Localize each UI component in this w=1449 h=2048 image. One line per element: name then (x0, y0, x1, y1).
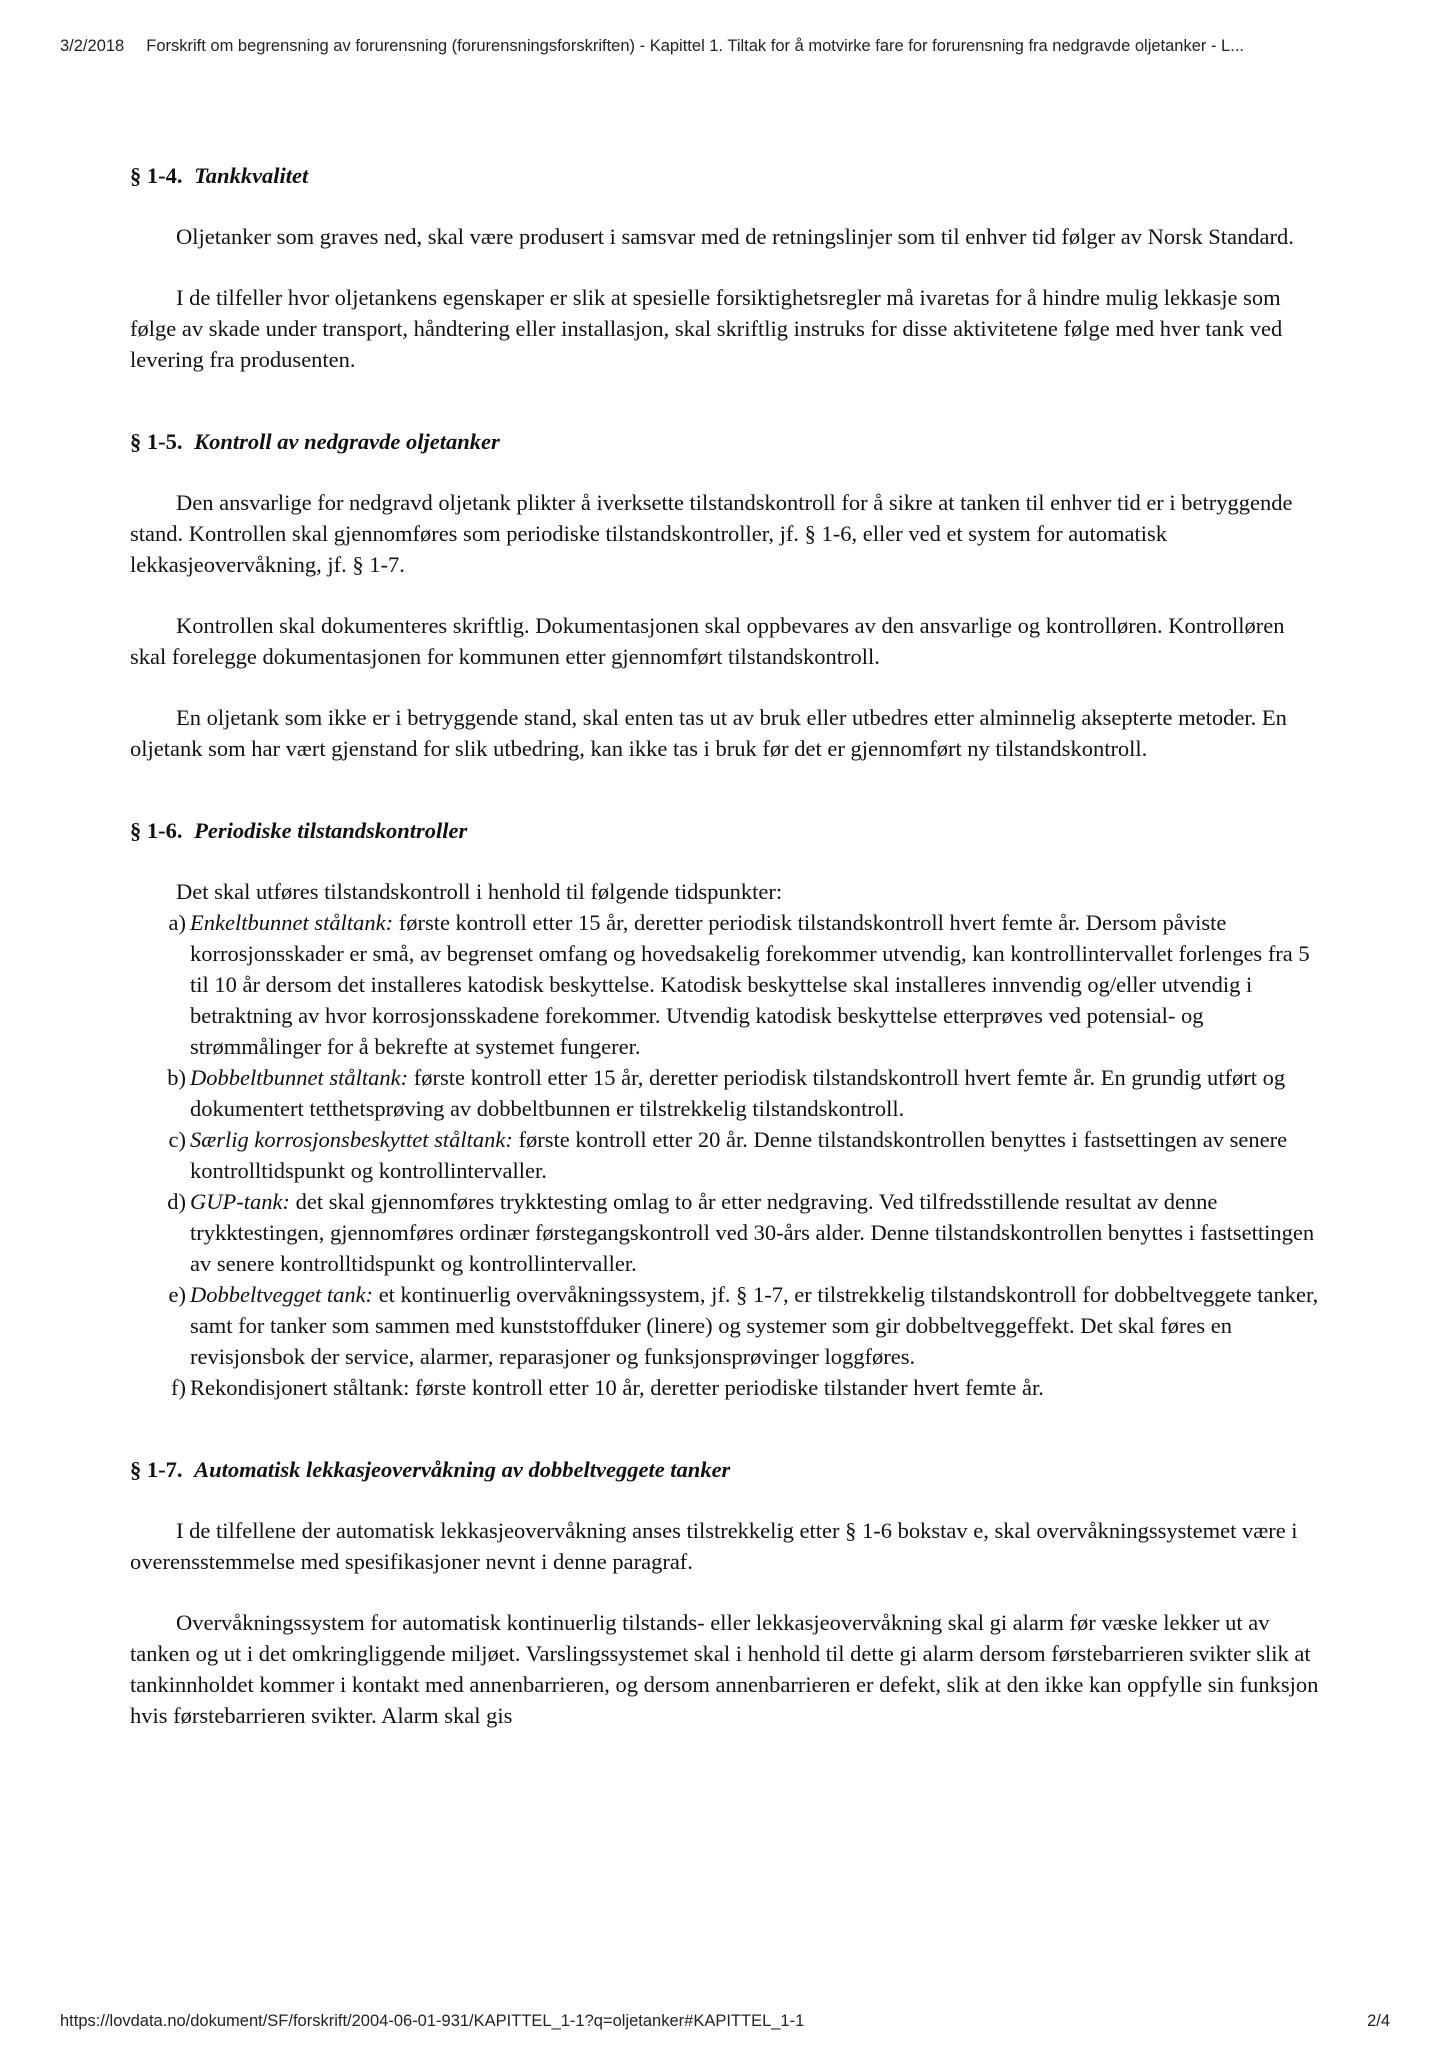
paragraph: Overvåkningssystem for automatisk kontinuerlig tilstands- eller lekkasjeovervåkning skal gi alarm før væske lekker ut av tanken og ut i det omkringliggende miljøet. Varslingssystemet skal i henhold til dette gi alarm dersom førstebarrieren svikter slik at tankinnholdet kommer i kontakt med annenbarrieren, og dersom annenbarrieren er defekt, slik at den ikke kan oppfylle sin funksjon hvis førstebarrieren svikter. Alarm skal gis (130, 1610, 1319, 1728)
section-1-5 (130, 426, 1320, 764)
section-heading (130, 1454, 1320, 1485)
list-marker: d) (167, 1189, 186, 1214)
section-number: § 1-6. (130, 818, 183, 843)
section-title: Kontroll av nedgravde oljetanker (194, 429, 500, 454)
list-item (130, 1372, 1320, 1403)
list-marker: c) (168, 1127, 186, 1152)
list-marker: a) (168, 910, 186, 935)
print-document-title: Forskrift om begrensning av forurensning (forurensningsforskriften) - Kapittel 1. Tiltak for å motvirke fare for forurensning fra nedgravde oljetanker - L... (146, 37, 1244, 55)
section-1-4 (130, 160, 1320, 375)
list-term: Dobbeltvegget tank: (190, 1282, 374, 1307)
list-term: Særlig korrosjonsbeskyttet ståltank: (190, 1127, 513, 1152)
paragraph: En oljetank som ikke er i betryggende stand, skal enten tas ut av bruk eller utbedres etter alminnelig aksepterte metoder. En oljetank som har vært gjenstand for slik utbedring, kan ikke tas i bruk før det er gjennomført ny tilstandskontroll. (130, 705, 1287, 761)
list-text: et kontinuerlig overvåkningssystem, jf. § 1-7, er tilstrekkelig tilstandskontroll for dobbeltveggete tanker, samt for tanker som sammen med kunststoffduker (linere) og systemer som gir dobbeltveggeffekt. Det skal føres en revisjonsbok der service, alarmer, reparasjoner og funksjonsprøvinger loggføres. (190, 1282, 1319, 1369)
list-text: første kontroll etter 20 år. Denne tilstandskontrollen benyttes i fastsettingen av senere kontrolltidspunkt og kontrollintervaller. (190, 1127, 1288, 1183)
list-marker: e) (168, 1282, 186, 1307)
list-term: Dobbeltbunnet ståltank: (190, 1065, 409, 1090)
section-title: Automatisk lekkasjeovervåkning av dobbeltveggete tanker (194, 1457, 731, 1482)
source-url: https://lovdata.no/dokument/SF/forskrift/2004-06-01-931/KAPITTEL_1-1?q=oljetanker#KAPITTEL_1-1 (60, 2012, 805, 2030)
print-date: 3/2/2018 (60, 37, 125, 55)
section-1-7 (130, 1454, 1320, 1731)
list-marker: b) (167, 1065, 186, 1090)
list-intro: Det skal utføres tilstandskontroll i henhold til følgende tidspunkter: (176, 879, 783, 904)
print-footer (60, 2012, 1390, 2031)
section-number: § 1-5. (130, 429, 183, 454)
list-item (130, 1279, 1320, 1372)
inspection-schedule-list (130, 907, 1320, 1403)
list-item (130, 1124, 1320, 1186)
paragraph: I de tilfeller hvor oljetankens egenskaper er slik at spesielle forsiktighetsregler må ivaretas for å hindre mulig lekkasje som følge av skade under transport, håndtering eller installasjon, skal skriftlig instruks for disse aktivitetene følge med hver tank ved levering fra produsenten. (130, 285, 1283, 372)
print-header (60, 37, 1390, 56)
list-text: første kontroll etter 15 år, deretter periodisk tilstandskontroll hvert femte år. Dersom påviste korrosjonsskader er små, av begrenset omfang og hovedsakelig forekommer utvendig, kan kontrollintervallet forlenges fra 5 til 10 år dersom det installeres katodisk beskyttelse. Katodisk beskyttelse skal installeres innvendig og/eller utvendig i betraktning av hvor korrosjonsskadene forekommer. Utvendig katodisk beskyttelse etterprøves ved potensial- og strømmålinger for å bekrefte at systemet fungerer. (190, 910, 1310, 1059)
document-body (130, 160, 1320, 1782)
list-marker: f) (171, 1375, 186, 1400)
section-heading (130, 815, 1320, 846)
section-heading (130, 426, 1320, 457)
list-text: første kontroll etter 15 år, deretter periodisk tilstandskontroll hvert femte år. En grundig utført og dokumentert tetthetsprøving av dobbeltbunnen er tilstrekkelig tilstandskontroll. (190, 1065, 1286, 1121)
page-number: 2/4 (1367, 2012, 1390, 2030)
section-heading (130, 160, 1320, 191)
list-text: Rekondisjonert ståltank: første kontroll etter 10 år, deretter periodiske tilstander hvert femte år. (190, 1375, 1044, 1400)
list-item (130, 1062, 1320, 1124)
section-number: § 1-7. (130, 1457, 183, 1482)
section-number: § 1-4. (130, 163, 183, 188)
paragraph: I de tilfellene der automatisk lekkasjeovervåkning anses tilstrekkelig etter § 1-6 bokstav e, skal overvåkningssystemet være i overensstemmelse med spesifikasjoner nevnt i denne paragraf. (130, 1518, 1298, 1574)
list-term: Enkeltbunnet ståltank: (190, 910, 394, 935)
paragraph: Kontrollen skal dokumenteres skriftlig. Dokumentasjonen skal oppbevares av den ansvarlige og kontrolløren. Kontrolløren skal forelegge dokumentasjonen for kommunen etter gjennomført tilstandskontroll. (130, 613, 1285, 669)
list-item (130, 1186, 1320, 1279)
list-text: det skal gjennomføres trykktesting omlag to år etter nedgraving. Ved tilfredsstillende resultat av denne trykktestingen, gjennomføres ordinær førstegangskontroll ved 30-års alder. Denne tilstandskontrollen benyttes i fastsettingen av senere kontrolltidspunkt og kontrollintervaller. (190, 1189, 1315, 1276)
list-item (130, 907, 1320, 1062)
section-title: Tankkvalitet (194, 163, 309, 188)
section-1-6 (130, 815, 1320, 1403)
paragraph: Oljetanker som graves ned, skal være produsert i samsvar med de retningslinjer som til enhver tid følger av Norsk Standard. (176, 224, 1294, 249)
section-title: Periodiske tilstandskontroller (194, 818, 468, 843)
paragraph: Den ansvarlige for nedgravd oljetank plikter å iverksette tilstandskontroll for å sikre at tanken til enhver tid er i betryggende stand. Kontrollen skal gjennomføres som periodiske tilstandskontroller, jf. § 1-6, eller ved et system for automatisk lekkasjeovervåkning, jf. § 1-7. (130, 490, 1293, 577)
list-term: GUP-tank: (190, 1189, 290, 1214)
